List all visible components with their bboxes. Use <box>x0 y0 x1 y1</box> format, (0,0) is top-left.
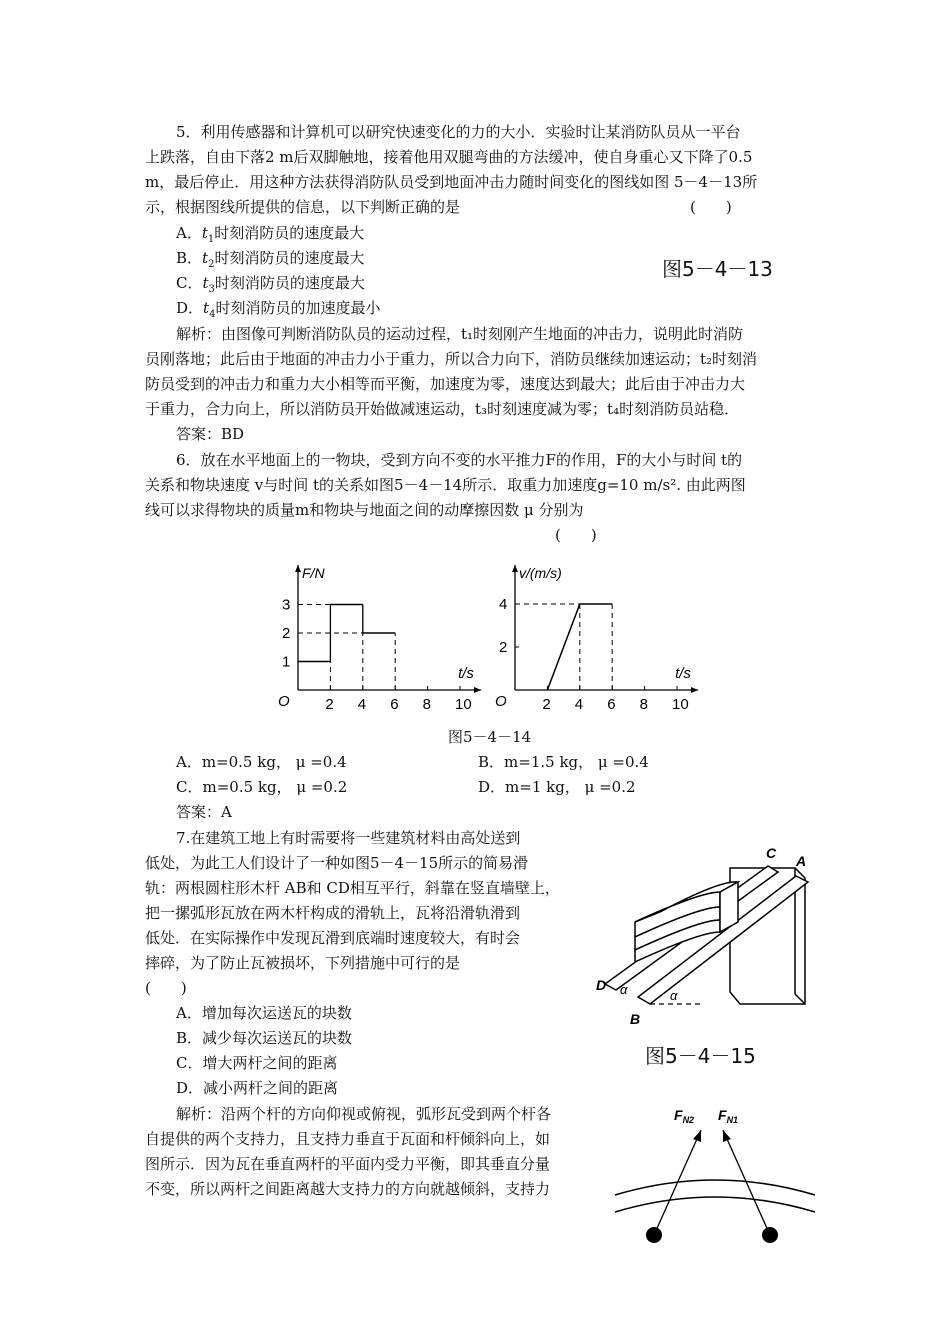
q5-option-d: D．$t_4$时刻消防员的加速度最小 <box>176 299 381 320</box>
tile-arc-inner <box>615 1197 815 1212</box>
q7-analysis-1: 解析：沿两个杆的方向仰视或俯视，弧形瓦受到两个杆各 <box>176 1105 552 1123</box>
tile-arc-outer <box>615 1180 815 1195</box>
q5-analysis-1: 解析：由图像可判断消防队员的运动过程，t₁时刻刚产生地面的冲击力，说明此时消防 <box>176 325 744 343</box>
q6-bracket: ( ) <box>555 526 597 544</box>
q7-line-5: 低处．在实际操作中发现瓦滑到底端时速度较大，有时会 <box>145 929 521 947</box>
q7-line-6: 摔碎，为了防止瓦被损坏，下列措施中可行的是 <box>145 954 461 972</box>
q5-line-2: 上跌落，自由下落2 m后双脚触地，接着他用双腿弯曲的方法缓冲，使自身重心又下降了0.5 <box>145 148 753 166</box>
q7-option-b: B．减少每次运送瓦的块数 <box>176 1029 353 1047</box>
q5-option-a: A．$t_1$时刻消防员的速度最大 <box>176 224 365 245</box>
chart2-origin-label: O <box>495 693 507 710</box>
q7-option-c: C．增大两杆之间的距离 <box>176 1054 338 1072</box>
chart1-y-arrow <box>295 565 301 572</box>
q5-analysis-2: 员刚落地；此后由于地面的冲击力小于重力，所以合力向下，消防员继续加速运动；t₂时刻消 <box>145 350 758 368</box>
chart1-y-tick-label: 1 <box>282 653 291 671</box>
label-fn1: $F_{N1}$ <box>718 1107 739 1125</box>
q5-line-4: 示，根据图线所提供的信息，以下判断正确的是 <box>145 198 461 216</box>
chart1-y-tick-label: 2 <box>282 625 291 642</box>
q5-line-1: 5．利用传感器和计算机可以研究快速变化的力的大小．实验时让某消防队员从一平台 <box>176 123 741 141</box>
figure-5-4-14 <box>270 558 730 718</box>
q7-analysis-3: 图所示．因为瓦在垂直两杆的平面内受力平衡，即其垂直分量 <box>145 1155 551 1173</box>
q7-line-2: 低处，为此工人们设计了一种如图5－4－15所示的简易滑 <box>145 854 529 872</box>
force-fn2-arrowhead <box>693 1130 701 1142</box>
q6-answer: 答案：A <box>176 803 232 821</box>
q6-option-b: B．m=1.5 kg， μ =0.4 <box>478 753 649 771</box>
chart2-y-tick-label: 4 <box>499 596 508 613</box>
chart2-x-label: t/s <box>675 665 691 682</box>
q7-bracket: ( ) <box>145 979 187 997</box>
q7-option-d: D．减小两杆之间的距离 <box>176 1079 339 1097</box>
rail-cross-section-left <box>646 1227 662 1243</box>
chart1-x-tick-label: 2 <box>325 696 334 713</box>
force-fn1-arrowhead <box>723 1130 731 1142</box>
q6-option-c: C．m=0.5 kg， μ =0.2 <box>176 778 348 796</box>
chart2-x-tick-label: 4 <box>574 696 584 713</box>
label-alpha-1: α <box>620 982 628 997</box>
chart2-x-tick-label: 6 <box>607 696 616 713</box>
chart2-x-tick-label: 10 <box>672 696 689 713</box>
chart1-origin-label: O <box>278 693 290 710</box>
label-alpha-2: α <box>670 988 678 1003</box>
chart1-x-tick-label: 4 <box>357 696 367 713</box>
q5-analysis-3: 防员受到的冲击力和重力大小相等而平衡，加速度为零，速度达到最大；此后由于冲击力大 <box>145 375 746 393</box>
label-b: B <box>630 1011 641 1027</box>
figure-5-4-15-diagram <box>590 832 820 1032</box>
force-fn2-line <box>654 1130 701 1235</box>
chart2-y-label: v/(m/s) <box>519 565 562 581</box>
q5-option-b: B．$t_2$时刻消防员的速度最大 <box>176 249 365 270</box>
chart1-y-label: F/N <box>302 565 325 581</box>
figure-5-4-15-caption: 图5－4－15 <box>645 1044 756 1068</box>
force-diagram <box>610 1100 820 1250</box>
q7-analysis-4: 不变，所以两杆之间距离越大支持力的方向就越倾斜，支持力 <box>145 1180 551 1198</box>
q7-line-1: 7.在建筑工地上有时需要将一些建筑材料由高处送到 <box>176 829 521 847</box>
label-d: D <box>596 977 607 993</box>
figure-5-4-14-caption: 图5－4－14 <box>448 728 532 746</box>
q5-line-3: m，最后停止．用这种方法获得消防队员受到地面冲击力随时间变化的图线如图 5－4－13所 <box>145 173 758 191</box>
chart2-x-arrow <box>691 687 698 693</box>
q6-line-3: 线可以求得物块的质量m和物块与地面之间的动摩擦因数 μ 分别为 <box>145 501 584 519</box>
q7-line-3: 轨：两根圆柱形木杆 AB和 CD相互平行，斜靠在竖直墙壁上， <box>145 879 560 897</box>
chart1-x-tick-label: 8 <box>422 696 431 713</box>
chart2-y-arrow <box>512 565 518 572</box>
q7-analysis-2: 自提供的两个支持力，且支持力垂直于瓦面和杆倾斜向上，如 <box>145 1130 551 1148</box>
rail-cross-section-right <box>762 1227 778 1243</box>
chart1-x-label: t/s <box>458 665 474 682</box>
label-a: A <box>796 853 807 869</box>
q6-option-a: A．m=0.5 kg， μ =0.4 <box>176 753 347 771</box>
chart2-x-tick-label: 2 <box>542 696 551 713</box>
q7-option-a: A．增加每次运送瓦的块数 <box>176 1004 352 1022</box>
q5-analysis-4: 于重力，合力向上，所以消防员开始做减速运动，t₃时刻速度减为零；t₄时刻消防员站稳． <box>145 400 740 418</box>
q5-bracket: ( ) <box>690 198 732 216</box>
chart1-x-arrow <box>474 687 481 693</box>
q5-option-c: C．$t_3$时刻消防员的速度最大 <box>176 274 365 295</box>
figure-5-4-13-caption: 图5－4－13 <box>662 257 773 281</box>
force-fn1-line <box>723 1130 770 1235</box>
chart1-x-tick-label: 10 <box>455 696 472 713</box>
chart2-x-tick-label: 8 <box>639 696 648 713</box>
q5-answer: 答案：BD <box>176 425 245 443</box>
q7-line-4: 把一摞弧形瓦放在两木杆构成的滑轨上，瓦将沿滑轨滑到 <box>145 904 521 922</box>
label-c: C <box>766 845 777 861</box>
q6-line-1: 6．放在水平地面上的一物块，受到方向不变的水平推力F的作用，F的大小与时间 t的 <box>176 451 743 469</box>
chart2-y-tick-label: 2 <box>499 639 508 656</box>
chart1-x-tick-label: 6 <box>390 696 399 713</box>
q6-option-d: D．m=1 kg， μ =0.2 <box>478 778 636 796</box>
chart1-y-tick-label: 3 <box>282 596 291 614</box>
q6-line-2: 关系和物块速度 v与时间 t的关系如图5－4－14所示．取重力加速度g=10 m/s². 由此两图 <box>145 476 746 494</box>
label-fn2: $F_{N2}$ <box>674 1107 695 1125</box>
